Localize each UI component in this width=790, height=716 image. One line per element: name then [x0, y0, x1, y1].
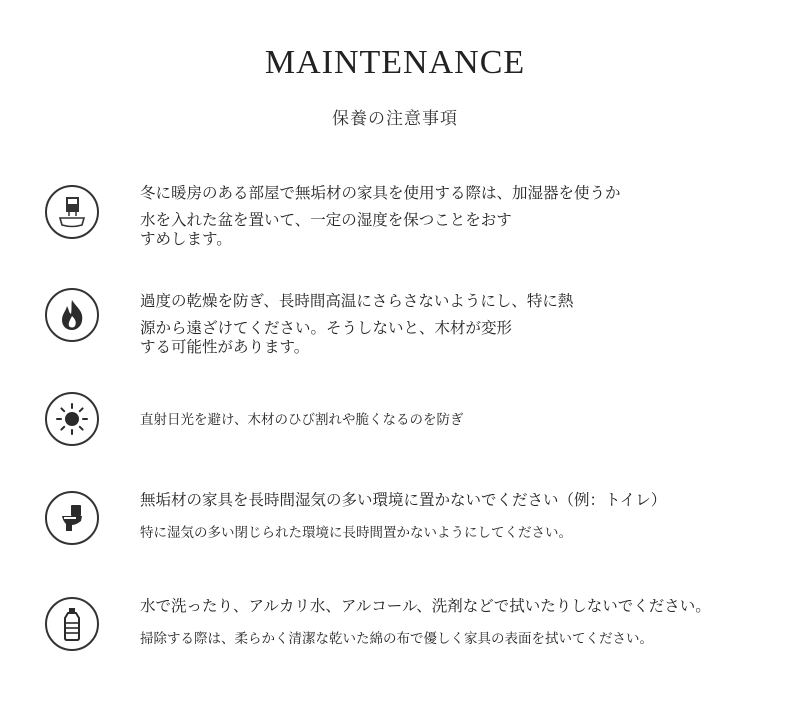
item-text-line: 掃除する際は、柔らかく清潔な乾いた綿の布で優しく家具の表面を拭いてください。	[140, 631, 653, 647]
fire-icon	[45, 288, 99, 342]
item-text-line: 直射日光を避け、木材のひび割れや脆くなるのを防ぎ	[140, 412, 464, 428]
item-text-line: 水を入れた盆を置いて、一定の湿度を保つことをおす	[140, 211, 512, 229]
item-text-line: 過度の乾燥を防ぎ、長時間高温にさらさないようにし、特に熱	[140, 292, 574, 310]
humidifier-icon	[45, 185, 99, 239]
sun-icon	[45, 392, 99, 446]
item-text-line: 無垢材の家具を長時間湿気の多い環境に置かないでください（例：トイレ）	[140, 491, 667, 509]
item-text-line: 特に湿気の多い閉じられた環境に長時間置かないようにしてください。	[140, 525, 572, 541]
toilet-icon	[45, 491, 99, 545]
page-subtitle: 保養の注意事項	[332, 109, 458, 129]
bottle-icon	[45, 597, 99, 651]
item-text-line: 冬に暖房のある部屋で無垢材の家具を使用する際は、加湿器を使うか	[140, 184, 621, 202]
item-text-line: すめします。	[140, 230, 232, 248]
page-title: MAINTENANCE	[264, 44, 526, 81]
item-text-line: 源から遠ざけてください。そうしないと、木材が変形	[140, 319, 513, 337]
item-text-line: する可能性があります。	[140, 338, 310, 356]
item-text-line: 水で洗ったり、アルカリ水、アルコール、洗剤などで拭いたりしないでください。	[140, 597, 711, 615]
